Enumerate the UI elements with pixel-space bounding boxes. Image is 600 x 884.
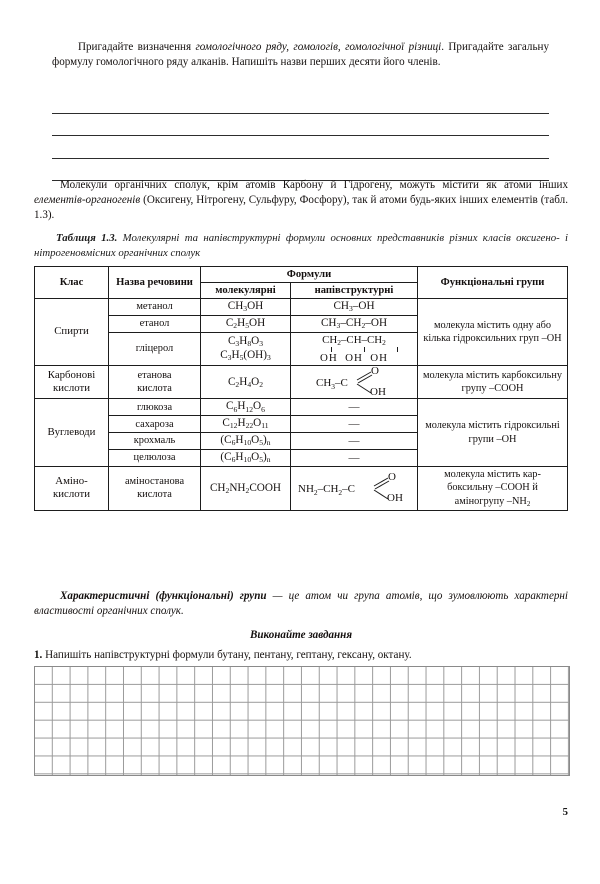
cell-semistructural-methanol: $CH_3-OH$ bbox=[291, 299, 418, 316]
cell-semistructural-ethanoic bbox=[291, 366, 418, 399]
header-name: Назва речовини bbox=[109, 267, 201, 299]
amino-hydroxyl-label: OH bbox=[387, 492, 403, 505]
glycine-structure bbox=[298, 473, 410, 503]
glycerol-structure: $CH_2-CH-CH_2$ OH OH OH bbox=[320, 334, 388, 365]
body-text-2: (Оксигену, Нітрогену, Сульфуру, Фосфору), так й атоми будь-яких інших елементів (табл. 1.3). bbox=[34, 194, 568, 222]
answer-lines[interactable] bbox=[52, 92, 549, 181]
cell-molecular-aminoethanoic: $CH_2NH_2COOH$ bbox=[201, 466, 291, 511]
table-row bbox=[35, 299, 568, 316]
cell-name-cellulose: целюлоза bbox=[109, 449, 201, 466]
cell-molecular-sucrose: $C_{12}H_{22}O_{11}$ bbox=[201, 416, 291, 433]
intro-text-b: . Пригадайте загальну формулу гомологічного ряду алканів. Напишіть назви перших десяти його членів. bbox=[52, 41, 550, 69]
answer-line[interactable] bbox=[52, 136, 549, 158]
cell-semistructural-glucose: — bbox=[291, 399, 418, 416]
table-caption-text: Молекулярні та напівструктурні формули основних представників різних класів оксигено- і нітрогеновмісних органічних сполук bbox=[34, 232, 568, 259]
cell-molecular-cellulose: $(C_6H_{10}O_5)_n$ bbox=[201, 449, 291, 466]
cell-class-carbohydrates: Вуглеводи bbox=[35, 399, 109, 466]
header-semistructural: напівструктурні bbox=[291, 283, 418, 299]
cell-name-sucrose: сахароза bbox=[109, 416, 201, 433]
intro-text-a: Пригадайте визначення bbox=[78, 41, 196, 53]
cell-name-ethanol: етанол bbox=[109, 315, 201, 332]
cell-name-methanol: метанол bbox=[109, 299, 201, 316]
amino-stem-label: $NH_2-CH_2-C$ bbox=[298, 483, 355, 497]
intro-paragraph bbox=[52, 40, 549, 70]
acid-hydroxyl-label: OH bbox=[370, 386, 386, 399]
compounds-table bbox=[34, 266, 568, 511]
cell-molecular-ethanol: $C_2H_5OH$ bbox=[201, 315, 291, 332]
definition-paragraph bbox=[34, 589, 568, 619]
answer-line[interactable] bbox=[52, 92, 549, 114]
answer-line[interactable] bbox=[52, 114, 549, 136]
cell-name-ethanoic: етанова кислота bbox=[109, 366, 201, 399]
header-functional: Функціональні групи bbox=[418, 267, 568, 299]
acid-oxygen-label: O bbox=[371, 365, 379, 378]
acid-stem-label: $CH_3-C$ bbox=[316, 377, 348, 391]
table-row bbox=[35, 366, 568, 399]
cell-semistructural-aminoethanoic bbox=[291, 466, 418, 511]
cell-molecular-glucose: $C_6H_{12}O_6$ bbox=[201, 399, 291, 416]
task-1 bbox=[34, 648, 568, 663]
cell-molecular-glycerol: $C_3H_8O_3$ $C_3H_5(OH)_3$ bbox=[201, 332, 291, 366]
answer-grid[interactable] bbox=[34, 666, 570, 776]
cell-functional-carbohydrates: молекула містить гідроксильні групи –ОН bbox=[418, 399, 568, 466]
header-formulas: Формули bbox=[201, 267, 418, 283]
table-header-row bbox=[35, 267, 568, 283]
definition-term: Характеристичні (функціональні) групи bbox=[60, 590, 267, 602]
cell-name-glycerol: гліцерол bbox=[109, 332, 201, 366]
cell-functional-alcohols: молекула містить одну або кілька гідроксильних груп –ОН bbox=[418, 299, 568, 366]
definition-text: — це атом чи група атомів, що зумовлюють характерні властивості органічних сполук. bbox=[34, 590, 568, 618]
body-text-1: Молекули органічних сполук, крім атомів Карбону й Гідрогену, можуть містити як атоми інших bbox=[60, 179, 568, 191]
cell-semistructural-sucrose: — bbox=[291, 416, 418, 433]
cell-class-alcohols: Спирти bbox=[35, 299, 109, 366]
table-caption bbox=[34, 231, 568, 260]
cell-semistructural-starch: — bbox=[291, 433, 418, 450]
cell-molecular-methanol: $CH_3OH$ bbox=[201, 299, 291, 316]
acetic-acid-structure bbox=[316, 367, 392, 397]
page-number: 5 bbox=[562, 806, 568, 818]
header-molecular: молекулярні bbox=[201, 283, 291, 299]
tasks-heading: Виконайте завдання bbox=[249, 629, 353, 641]
cell-functional-amino-acids: молекула містить кар- боксильну –СООН й аміногрупу $-NH_2$ bbox=[418, 466, 568, 511]
cell-class-amino-acids: Аміно- кислоти bbox=[35, 466, 109, 511]
cell-name-starch: крохмаль bbox=[109, 433, 201, 450]
amino-oxygen-label: O bbox=[388, 471, 396, 484]
cell-functional-acids: молекула містить карбоксильну групу –СООН bbox=[418, 366, 568, 399]
cell-semistructural-cellulose: — bbox=[291, 449, 418, 466]
header-class: Клас bbox=[35, 267, 109, 299]
table-caption-label: Таблиця 1.3. bbox=[56, 232, 118, 244]
task-1-text: Напишіть напівструктурні формули бутану, пентану, гептану, гексану, октану. bbox=[42, 649, 412, 661]
intro-text-italic: гомологічного ряду, гомологів, гомологічної різниці bbox=[195, 41, 442, 53]
body-paragraph bbox=[34, 178, 568, 224]
cell-class-acids: Карбонові кислоти bbox=[35, 366, 109, 399]
cell-molecular-ethanoic: $C_2H_4O_2$ bbox=[201, 366, 291, 399]
table-row bbox=[35, 466, 568, 511]
cell-name-aminoethanoic: аміностанова кислота bbox=[109, 466, 201, 511]
cell-semistructural-ethanol: $CH_3-CH_2-OH$ bbox=[291, 315, 418, 332]
task-1-number: 1. bbox=[34, 649, 43, 661]
cell-molecular-starch: $(C_6H_{10}O_5)_n$ bbox=[201, 433, 291, 450]
table-row bbox=[35, 399, 568, 416]
body-text-italic: елементів-органогенів bbox=[34, 194, 141, 207]
cell-name-glucose: глюкоза bbox=[109, 399, 201, 416]
cell-semistructural-glycerol bbox=[291, 332, 418, 366]
